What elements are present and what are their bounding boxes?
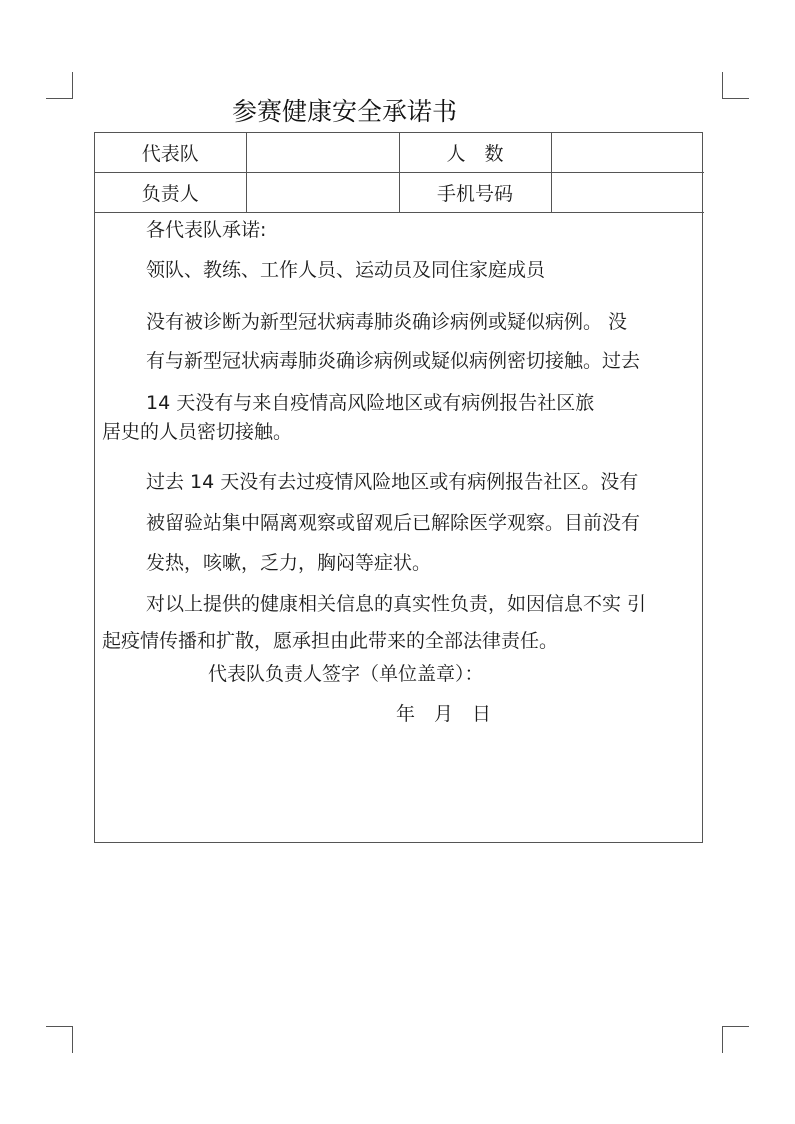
- leader-label: 负责人: [95, 173, 246, 213]
- crop-mark-bottom-right: [722, 1026, 749, 1053]
- pledge-subjects: 领队、教练、工作人员、运动员及同住家庭成员: [146, 259, 546, 281]
- pledge-paragraph-1-line: 14 天没有与来自疫情高风险地区或有病例报告社区旅: [146, 392, 595, 414]
- crop-mark-top-left: [46, 72, 73, 99]
- pledge-paragraph-1-line: 有与新型冠状病毒肺炎确诊病例或疑似病例密切接触。过去: [146, 350, 641, 372]
- phone-field[interactable]: [551, 173, 704, 213]
- leader-field[interactable]: [246, 173, 399, 213]
- signature-line: 代表队负责人签字（单位盖章）：: [208, 663, 484, 685]
- pledge-body: [95, 133, 702, 842]
- pledge-paragraph-2-line: 发热，咳嗽，乏力，胸闷等症状。: [146, 552, 432, 574]
- headcount-label: 人 数: [399, 133, 551, 173]
- pledge-form: [94, 132, 703, 843]
- crop-mark-bottom-left: [46, 1026, 73, 1053]
- crop-mark-top-right: [722, 72, 749, 99]
- team-field[interactable]: [246, 133, 399, 173]
- table-row: [95, 133, 704, 173]
- pledge-heading: 各代表队承诺:: [146, 219, 267, 241]
- info-table: [95, 133, 704, 213]
- pledge-paragraph-1-line: 居史的人员密切接触。: [102, 421, 293, 443]
- team-label: 代表队: [95, 133, 246, 173]
- pledge-paragraph-3-line: 对以上提供的健康相关信息的真实性负责，如因信息不实 引: [146, 593, 647, 615]
- table-row: [95, 173, 704, 213]
- phone-label: 手机号码: [399, 173, 551, 213]
- pledge-paragraph-2-line: 过去 14 天没有去过疫情风险地区或有病例报告社区。没有: [146, 471, 639, 493]
- headcount-field[interactable]: [551, 133, 704, 173]
- date-line: 年 月 日: [396, 703, 492, 725]
- pledge-paragraph-1-line: 没有被诊断为新型冠状病毒肺炎确诊病例或疑似病例。 没: [146, 311, 628, 333]
- document-title: 参赛健康安全承诺书: [232, 97, 458, 126]
- pledge-paragraph-2-line: 被留验站集中隔离观察或留观后已解除医学观察。目前没有: [146, 512, 641, 534]
- pledge-paragraph-3-line: 起疫情传播和扩散，愿承担由此带来的全部法律责任。: [102, 630, 559, 652]
